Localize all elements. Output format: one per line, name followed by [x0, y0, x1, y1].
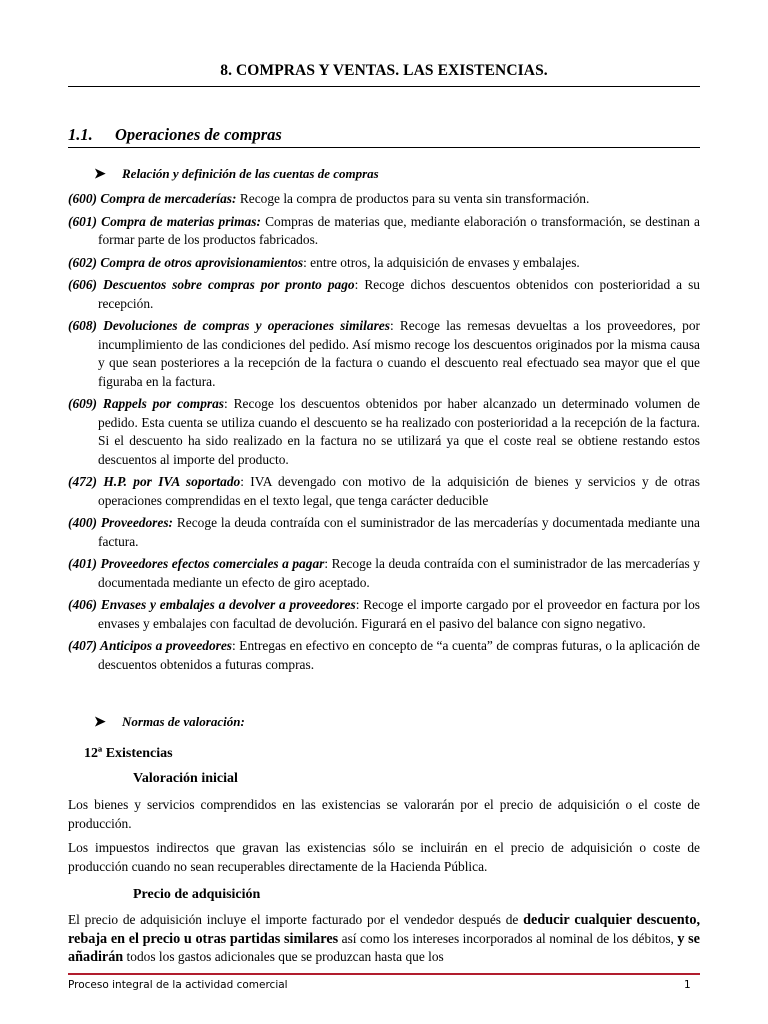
footer-rule	[68, 973, 700, 975]
account-entry: (606) Descuentos sobre compras por pronto pago: Recoge dichos descuentos obtenidos con posterioridad a su recepción.	[68, 277, 701, 311]
bullet-cuentas-text: Relación y definición de las cuentas de compras	[122, 166, 379, 181]
paragraph-precio: El precio de adquisición incluye el importe facturado por el vendedor después de deducir cualquier descuento, rebaja en el precio u otras partidas similares así como los intereses incorporados al nominal de los débitos, y se añadirán todos los gastos adicionales que se produzcan hasta que los	[68, 912, 701, 965]
arrow-bullet-icon: ➤	[94, 715, 106, 730]
page-title: 8. COMPRAS Y VENTAS. LAS EXISTENCIAS.	[220, 62, 548, 79]
section-number: 1.1.	[68, 125, 93, 144]
bullet-normas	[94, 714, 245, 731]
account-entry: (400) Proveedores: Recoge la deuda contraída con el suministrador de las mercaderías y documentada mediante una factura.	[68, 515, 701, 549]
account-entry: (609) Rappels por compras: Recoge los descuentos obtenidos por haber alcanzado un determinado volumen de pedido. Esta cuenta se utiliza cuando el descuento se ha realizado con posterioridad a la recepción de la factura. Si el descuento ha sido realizado en la factura no se utilizará ya que el coste real se obtiene restando estos descuentos al importe del producto.	[68, 396, 700, 467]
account-entry: (601) Compra de materias primas: Compras de materias que, mediante elaboración o transformación, se destinan a formar parte de los productos fabricados.	[68, 213, 700, 247]
valoracion-heading: Valoración inicial	[133, 771, 238, 786]
account-entry: (600) Compra de mercaderías: Recoge la compra de productos para su venta sin transformación.	[68, 191, 590, 206]
account-entry: (401) Proveedores efectos comerciales a pagar: Recoge la deuda contraída con el suministrador de las mercaderías y documentada mediante un efecto de giro aceptado.	[68, 556, 700, 590]
account-entry: (472) H.P. por IVA soportado: IVA devengado con motivo de la adquisición de bienes y servicios y de otras operaciones comprendidas en el texto legal, que tenga carácter deducible	[68, 474, 701, 508]
precio-heading: Precio de adquisición	[133, 887, 261, 902]
arrow-bullet-icon: ➤	[94, 167, 106, 182]
title-underline	[68, 86, 700, 87]
footer-text: Proceso integral de la actividad comercial	[68, 979, 288, 991]
section-title: Operaciones de compras	[115, 125, 282, 144]
section-underline	[68, 147, 700, 148]
paragraph-valoracion: Los bienes y servicios comprendidos en las existencias se valorarán por el precio de adquisición o el coste de producción.	[68, 797, 700, 831]
account-list	[68, 190, 700, 678]
account-entry: (407) Anticipos a proveedores: Entregas en efectivo en concepto de “a cuenta” de compras futuras, o la aplicación de descuentos obtenidos a futuras compras.	[68, 638, 700, 672]
bullet-normas-text: Normas de valoración:	[122, 714, 245, 729]
section-heading	[68, 125, 282, 145]
account-entry: (406) Envases y embalajes a devolver a proveedores: Recoge el importe cargado por el proveedor en factura por los envases y embalajes con facultad de devolución. Figurará en el pasivo del balance con signo negativo.	[68, 597, 701, 631]
page-number: 1	[684, 979, 691, 991]
account-entry: (602) Compra de otros aprovisionamientos: entre otros, la adquisición de envases y embalajes.	[68, 254, 580, 270]
account-entry: (608) Devoluciones de compras y operaciones similares: Recoge las remesas devueltas a los proveedores, por incumplimiento de las condiciones del pedido. Así mismo recoge los descuentos originados por la misma causa y que sean posteriores a la recepción de la factura o cuando el descuento real efectuado sea mayor que el que figuraba en la factura.	[68, 318, 700, 389]
existencias-heading: 12ª Existencias	[84, 746, 173, 761]
bullet-cuentas	[94, 166, 379, 183]
paragraph-impuestos: Los impuestos indirectos que gravan las existencias sólo se incluirán en el precio de adquisición o coste de producción cuando no sean recuperables directamente de la Hacienda Pública.	[68, 840, 700, 874]
